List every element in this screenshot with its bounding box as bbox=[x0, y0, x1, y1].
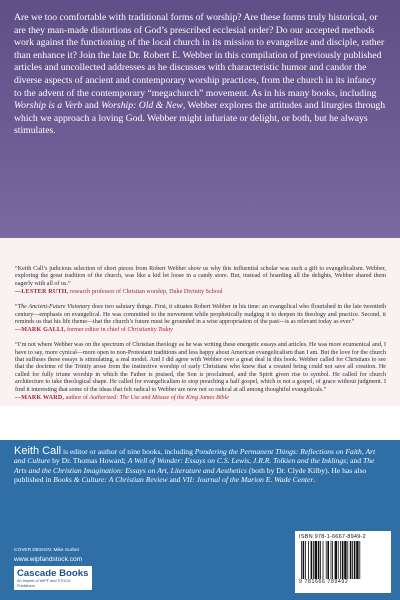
endorsement-quote bbox=[15, 304, 386, 326]
endorsement-mark-ward bbox=[15, 342, 386, 402]
endorser-book-title: Authorized: The Use and Misuse of the King James Bible bbox=[89, 394, 230, 401]
endorsement-attribution bbox=[15, 395, 386, 402]
description-text-2: , Webber explores the attitudes and liturgies through which we approach a loving God. Webber might infuriate or delight, or both, but he always stimulates. bbox=[14, 100, 386, 137]
quote-open-mark: “ bbox=[15, 304, 18, 311]
isbn-barcode bbox=[295, 531, 391, 593]
quote-body: does two salutary things. First, it situates Robert Webber in his time: an evangelical who flourished in the late twentieth century—emphasis on evangelical. He was committed to the movement while prophetically nudging it to deepen its theology and practice. Second, it reminds us that his life theme—that the church’s future must be grounded in a wise appropriation of the past—is as relevant today as ever.” bbox=[15, 304, 386, 325]
description-text-1: Are we too comfortable with traditional forms of worship? Are these forms truly historical, or are they man-made distortions of God’s prescribed ecclesial order? Do our accepted methods work against the functioning of the local church in its mission to evangelize and disciple, rather than enhance it? Join the late Dr. Robert E. Webber in this compilation of previously published articles and uncollected addresses as he discusses with characteristic humor and candor the diverse aspects of ancient and contemporary worship practices, from the church in its infancy to the advent of the contemporary “megachurch” movement. As in his many books, including bbox=[14, 12, 385, 99]
publication-title: VII: Journal of the Marion E. Wade Center bbox=[182, 475, 314, 485]
author-bio-text: (both by Dr. Clyde Kilby). He has also published in bbox=[14, 465, 367, 485]
author-bio-text: is editor or author of nine books, including bbox=[61, 447, 195, 456]
endorsement-mark-galli bbox=[15, 304, 386, 334]
book-title: Pondering the Permanent Things: Reflections on Faith, Art and Culture bbox=[14, 447, 376, 466]
endorser-name: —LESTER RUTH, bbox=[15, 288, 69, 295]
barcode-icon bbox=[299, 541, 387, 579]
author-bio-text: ; and bbox=[346, 456, 363, 466]
publication-title: Books & Culture: A Christian Review bbox=[53, 475, 168, 485]
endorser-role: research professor of Christian worship, Duke Divinity School bbox=[68, 288, 223, 295]
endorser-role: author of bbox=[64, 394, 90, 401]
endorsement-quote: “Keith Call’s judicious selection of short pieces from Robert Webber show us why this influential scholar was such a gift to evangelicalism. Webber, exploring the great tradition of the church, was like a kid let loose in a candy store. But, instead of hoarding all the delights, Webber shared them eagerly with all of us.” bbox=[15, 266, 386, 287]
endorsement-lester-ruth bbox=[15, 266, 386, 296]
author-name: Keith Call bbox=[14, 445, 62, 457]
book-title-worship-is-a-verb: Worship is a Verb bbox=[14, 100, 83, 112]
description-panel bbox=[0, 0, 400, 238]
endorsement-quote: “I’m not where Webber was on the spectrum of Christian theology as he was writing these energetic essays and articles. He was more ecumenical and, I have to say, more cynical—more open to non-Protestant traditions and less happy about American evangelicalism than I am. But the love for the church that suffuses these essays is stimulating, a real model. And I did agree with Webber over a great deal in this book. Webber called for Christians to see that the doctrine of the Trinity arose from the instinctive worship of early Christians who knew that a created being could not save all creation. He called for fully triune worship in which the Father is praised, the Son is proclaimed, and the Spirit given rise to symbol. He called for church architecture to take theological shape. He called for evangelicalism to stop preaching a half gospel, which is not a gospel, of grace without judgment. I find it interesting that some of the ideas that felt radical to Webber are now not so radical at all among thoughtful evangelicals.” bbox=[15, 342, 386, 393]
cover-design-credit: COVER DESIGN: Mike Surber bbox=[14, 548, 80, 553]
book-title-worship-old-new: Worship: Old & New bbox=[101, 100, 183, 112]
author-bio bbox=[14, 447, 386, 485]
publisher-imprint: An Imprint of WIPF and STOCK Publishers bbox=[17, 579, 71, 588]
quoted-book-title: The Ancient-Future Visionary bbox=[17, 304, 91, 311]
author-bio-text: and bbox=[167, 475, 183, 485]
endorsement-attribution bbox=[15, 289, 386, 296]
endorsements-panel bbox=[0, 238, 400, 406]
back-cover-description bbox=[14, 12, 386, 138]
endorser-name: —MARK WARD, bbox=[15, 394, 65, 401]
endorsement-attribution bbox=[15, 327, 386, 334]
endorser-name: —MARK GALLI, bbox=[15, 326, 66, 333]
publisher-logo bbox=[14, 566, 92, 590]
isbn-number: ISBN 978-1-6667-8949-2 bbox=[299, 534, 366, 540]
author-bio-text: . bbox=[313, 475, 316, 485]
author-bio-text: by Dr. Thomas Howard; bbox=[50, 456, 128, 466]
publisher-website: www.wipfandstock.com bbox=[14, 556, 83, 563]
endorser-role: former editor in chief of bbox=[65, 326, 128, 333]
barcode-number: 9 781666 789492 bbox=[299, 579, 349, 585]
description-and: and bbox=[82, 100, 102, 112]
book-title: The Arts and the Christian Imagination: Essays on Art, Literature and Aesthetics bbox=[14, 456, 375, 475]
publisher-name: Cascade Books bbox=[17, 568, 89, 579]
book-title: A Well of Wonder: Essays on C.S. Lewis, J.R.R. Tolkien and the Inklings bbox=[127, 456, 347, 466]
endorser-publication: Christianity Today bbox=[127, 326, 173, 333]
